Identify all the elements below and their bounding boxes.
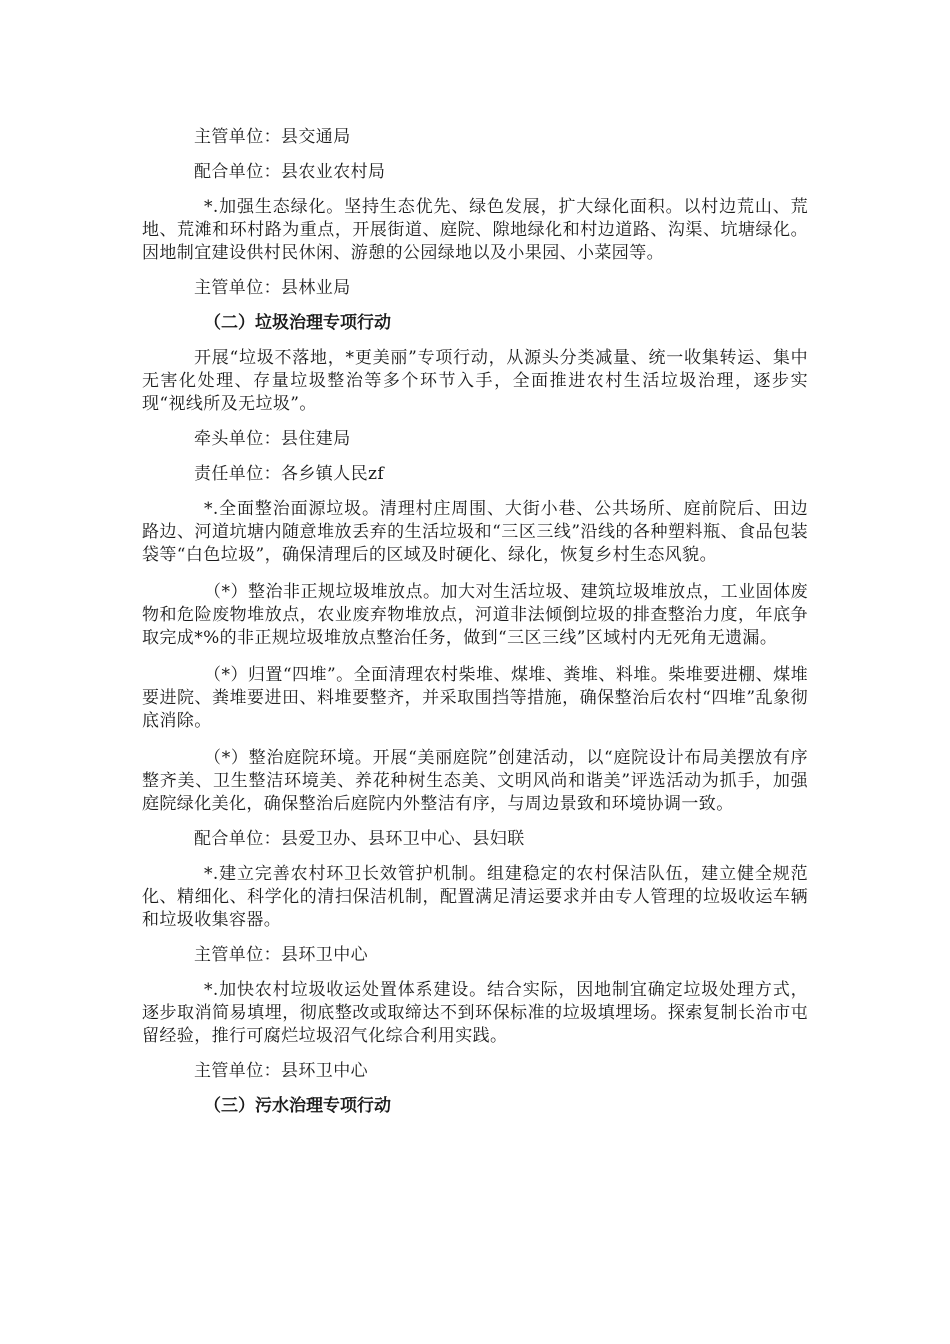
supervising-unit-transport: 主管单位：县交通局	[194, 127, 351, 147]
courtyard-environment-paragraph: （*）整治庭院环境。开展“美丽庭院”创建活动，以“庭院设计布局美摆放有序整齐美、卫生整洁环境美、养花种树生态美、文明风尚和谐美”评选活动为抓手，加强庭院绿化美化，确保整治后庭院内外整洁有序，与周边景致和环境协调一致。	[142, 748, 808, 814]
garbage-disposal-system-paragraph: *.加快农村垃圾收运处置体系建设。结合实际，因地制宜确定垃圾处理方式，逐步取消简易填埋，彻底整改或取缔达不到环保标准的垃圾填埋场。探索复制长治市屯留经验，推行可腐烂垃圾沼气化综合利用实践。	[142, 980, 808, 1046]
nonpoint-garbage-paragraph: *.全面整治面源垃圾。清理村庄周围、大街小巷、公共场所、庭前院后、田边路边、河道坑塘内随意堆放丢弃的生活垃圾和“三区三线”沿线的各种塑料瓶、食品包装袋等“白色垃圾”，确保清理后的区域及时硬化、绿化，恢复乡村生态风貌。	[142, 499, 808, 565]
document-page	[142, 126, 808, 1118]
four-piles-paragraph: （*）归置“四堆”。全面清理农村柴堆、煤堆、粪堆、料堆。柴堆要进棚、煤堆要进院、粪堆要进田、料堆要整齐，并采取围挡等措施，确保整治后农村“四堆”乱象彻底消除。	[142, 665, 808, 731]
sanitation-mechanism-paragraph: *.建立完善农村环卫长效管护机制。组建稳定的农村保洁队伍，建立健全规范化、精细化、科学化的清扫保洁机制，配置满足清运要求并由专人管理的垃圾收运车辆和垃圾收集容器。	[142, 864, 808, 930]
ecological-greening-paragraph: *.加强生态绿化。坚持生态优先、绿色发展，扩大绿化面积。以村边荒山、荒地、荒滩和环村路为重点，开展街道、庭院、隙地绿化和村边道路、沟渠、坑塘绿化。因地制宜建设供村民休闲、游憩的公园绿地以及小果园、小菜园等。	[142, 197, 808, 263]
garbage-action-intro-paragraph: 开展“垃圾不落地，*更美丽”专项行动，从源头分类减量、统一收集转运、集中无害化处理、存量垃圾整治等多个环节入手，全面推进农村生活垃圾治理，逐步实现“视线所及无垃圾”。	[142, 348, 808, 414]
cooperating-units-sanitation: 配合单位：县爱卫办、县环卫中心、县妇联	[194, 829, 525, 849]
informal-dump-sites-paragraph: （*）整治非正规垃圾堆放点。加大对生活垃圾、建筑垃圾堆放点，工业固体废物和危险废物堆放点，农业废弃物堆放点，河道非法倾倒垃圾的排查整治力度，年底争取完成*%的非正规垃圾堆放点整治任务，做到“三区三线”区域村内无死角无遗漏。	[142, 582, 808, 648]
supervising-unit-forestry: 主管单位：县林业局	[194, 278, 351, 298]
cooperating-unit-agriculture: 配合单位：县农业农村局	[194, 162, 386, 182]
leading-unit-housing: 牵头单位：县住建局	[194, 429, 351, 449]
responsible-unit-towns: 责任单位：各乡镇人民zf	[194, 464, 385, 484]
section-heading-garbage: （二）垃圾治理专项行动	[204, 313, 391, 333]
supervising-unit-sanitation-1: 主管单位：县环卫中心	[194, 945, 368, 965]
section-heading-sewage: （三）污水治理专项行动	[204, 1096, 391, 1116]
supervising-unit-sanitation-2: 主管单位：县环卫中心	[194, 1061, 368, 1081]
